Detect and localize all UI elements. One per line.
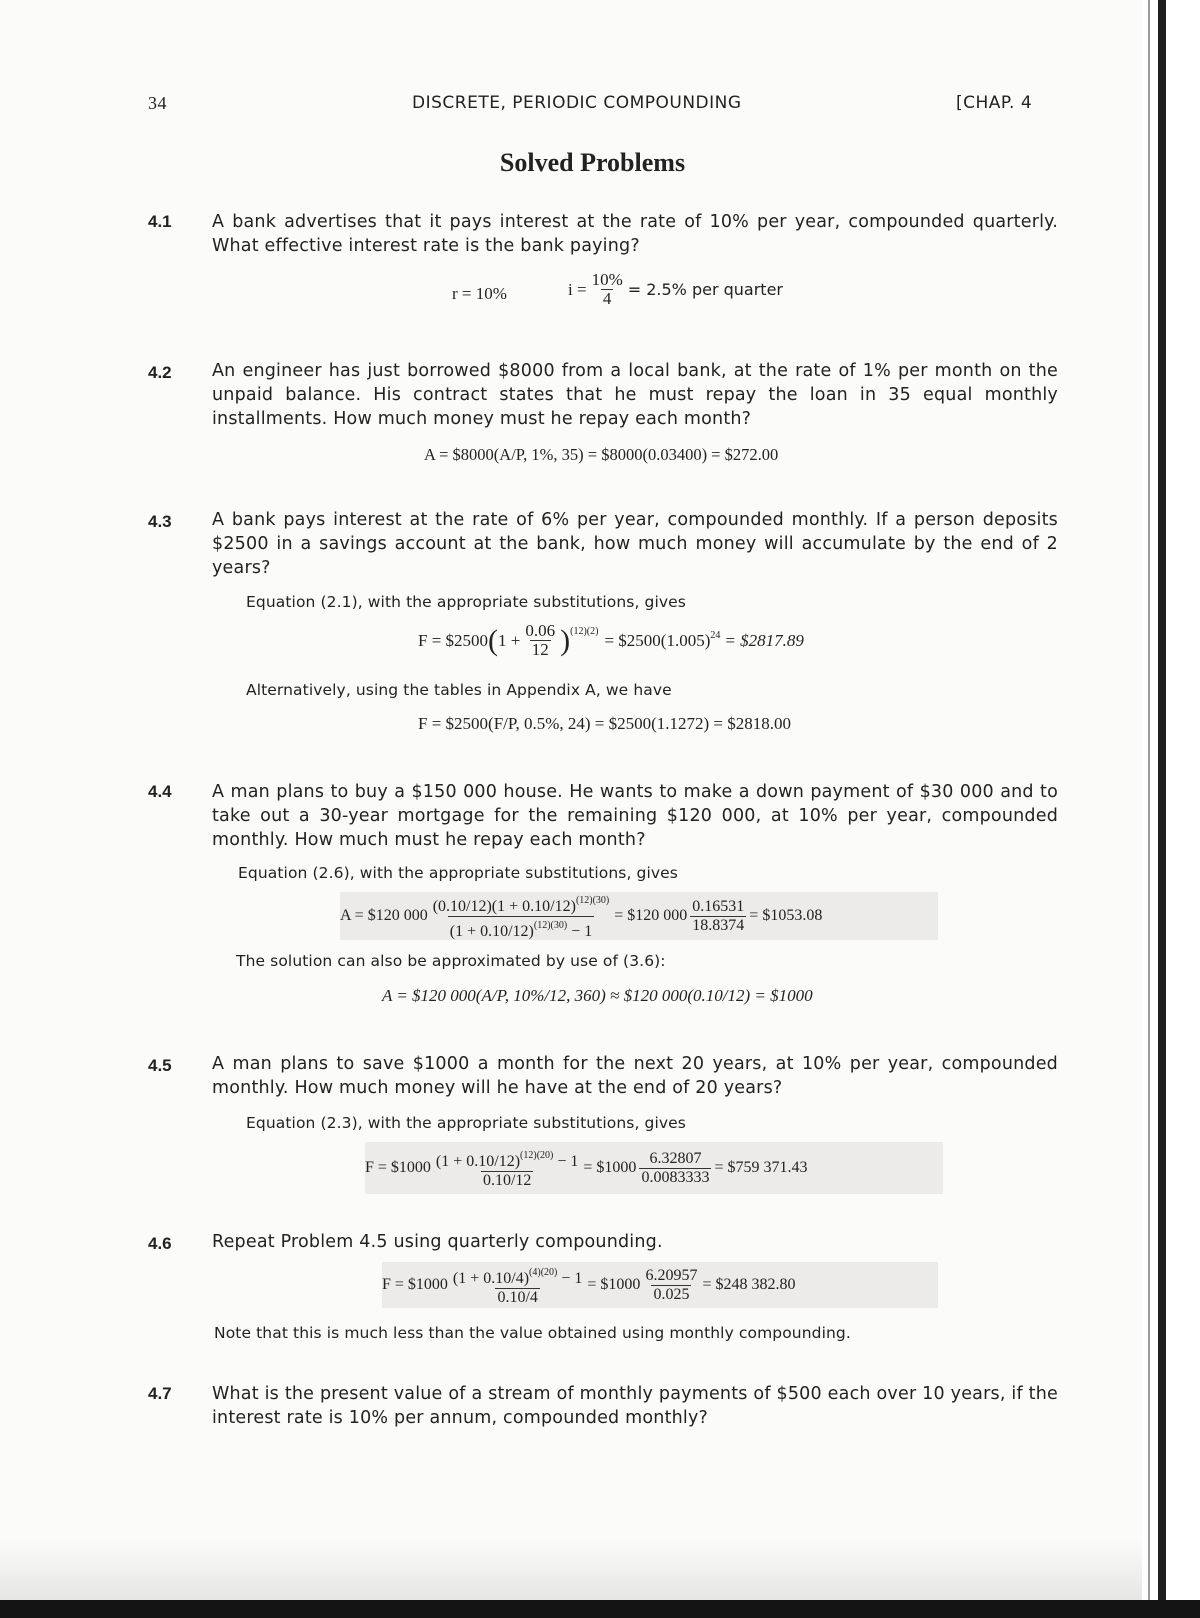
equation-result: = $248 382.80 [702,1276,796,1293]
problem-text: A bank advertises that it pays interest at the rate of 10% per year, compounded quarterly. What effective interest rate is the bank paying? [212,212,1058,256]
equation-part: F = $1000 [365,1159,431,1176]
problem-number: 4.6 [148,1234,172,1253]
fraction-numerator: (0.10/12)(1 + 0.10/12) [432,897,576,915]
scan-binding-edge [1158,0,1166,1600]
equation-part: 1 + [498,630,521,650]
equation-part: = $1000 [583,1159,637,1176]
equation-part: i = [568,279,587,299]
problem-number: 4.5 [148,1056,172,1075]
exponent: (12)(30) [575,894,610,906]
exponent: (12)(30) [533,919,568,931]
fraction-numerator: 0.16531 [692,897,745,915]
fraction-denominator: 18.8374 [692,916,745,934]
problem-number: 4.7 [148,1384,172,1403]
section-title: Solved Problems [499,148,686,177]
equation-part: F = $1000 [382,1276,448,1293]
fraction-denominator: 0.0083333 [641,1168,710,1186]
equation [382,1262,938,1308]
problem-number: 4.2 [148,363,172,382]
exponent: 24 [710,630,721,641]
exponent: (12)(20) [520,1149,554,1161]
equation [365,1142,943,1194]
equation-part: − 1 [567,922,593,940]
scan-bottom-edge [0,1600,1200,1618]
equation: A = $8000(A/P, 1%, 35) = $8000(0.03400) = $272.00 [424,445,779,464]
problem-text: A man plans to save $1000 a month for the next 20 years, at 10% per year, compounded monthly. How much money will he have at the end of 20 years? [212,1054,1058,1098]
equation-part: r = 10% [452,284,507,303]
fraction-denominator: 0.025 [653,1285,690,1303]
problem-text: An engineer has just borrowed $8000 from a local bank, at the rate of 1% per month on the unpaid balance. His contract states that he must repay the loan in 35 equal monthly installments. How much money must he repay each month? [212,361,1058,429]
problem-text: A man plans to buy a $150 000 house. He wants to make a down payment of $30 000 and to take out a 30-year mortgage for the remaining $120 000, at 10% per year, compounded monthly. How much must he repay each month? [212,782,1058,850]
fraction-numerator: (1 + 0.10/12) [435,1152,521,1170]
fraction-denominator: 4 [602,289,612,308]
equation [568,271,783,308]
fraction-denominator: 0.10/12 [482,1171,532,1189]
fraction-numerator: 10% [591,270,623,289]
equation-result: = $1053.08 [749,907,823,924]
equation-part: − 1 [553,1152,579,1170]
problem-number: 4.1 [148,212,172,231]
solution-note: Note that this is much less than the value obtained using monthly compounding. [214,1324,851,1342]
running-title: DISCRETE, PERIODIC COMPOUNDING [412,93,742,113]
equation-part: = 2.5% per quarter [627,280,783,299]
fraction-denominator: 0.10/4 [497,1288,538,1306]
equation-result: = $759 371.43 [714,1159,808,1176]
fraction-numerator: 0.06 [525,621,556,640]
fraction-numerator: 6.32807 [649,1149,702,1167]
scan-margin [1142,0,1200,1618]
solution-note: Equation (2.3), with the appropriate substitutions, gives [246,1114,686,1132]
scan-edge-line [1148,0,1150,1600]
equation-part: = $2500(1.005) [604,630,711,650]
equation [340,892,938,940]
chapter-label: [CHAP. 4 [956,93,1033,113]
exponent: (12)(2) [570,626,599,637]
fraction-numerator: (1 + 0.10/4) [452,1269,530,1287]
equation: A = $120 000(A/P, 10%/12, 360) ≈ $120 000(0.10/12) = $1000 [382,986,813,1005]
equation-part: = $1000 [587,1276,641,1293]
fraction-denominator: (1 + 0.10/12) [449,922,534,940]
problem-number: 4.4 [148,782,172,801]
page-number: 34 [148,93,167,113]
equation-part: − 1 [557,1269,583,1287]
exponent: (4)(20) [529,1266,558,1278]
problem-text: A bank pays interest at the rate of 6% per year, compounded monthly. If a person deposits $2500 in a savings account at the bank, how much money will accumulate by the end of 2 years? [212,510,1058,578]
problem-text: What is the present value of a stream of monthly payments of $500 each over 10 years, if the interest rate is 10% per annum, compounded monthly? [212,1384,1058,1428]
equation [452,284,507,304]
solution-note: Equation (2.1), with the appropriate substitutions, gives [246,593,686,611]
equation-part: = $120 000 [614,907,688,924]
fraction-denominator: 12 [531,640,549,659]
solution-note: The solution can also be approximated by use of (3.6): [236,952,666,970]
equation-result: = $2817.89 [724,630,804,650]
problem-number: 4.3 [148,512,172,531]
solution-note: Alternatively, using the tables in Appendix A, we have [246,681,672,699]
equation-part: A = $120 000 [340,907,428,924]
page-shadow [0,1540,1142,1600]
equation-part: F = $2500 [418,630,489,650]
equation: F = $2500 ( 1 + $\frac{0.06}{12}$ ) $^{(12)(2)}$ = $2500(1.005) $^{24}$ = $2817.89 [418,621,804,659]
equation: F = $2500(F/P, 0.5%, 24) = $2500(1.1272) = $2818.00 [418,714,792,733]
problem-text: Repeat Problem 4.5 using quarterly compounding. [212,1232,663,1252]
fraction-numerator: 6.20957 [645,1266,698,1284]
solution-note: Equation (2.6), with the appropriate substitutions, gives [238,864,678,882]
